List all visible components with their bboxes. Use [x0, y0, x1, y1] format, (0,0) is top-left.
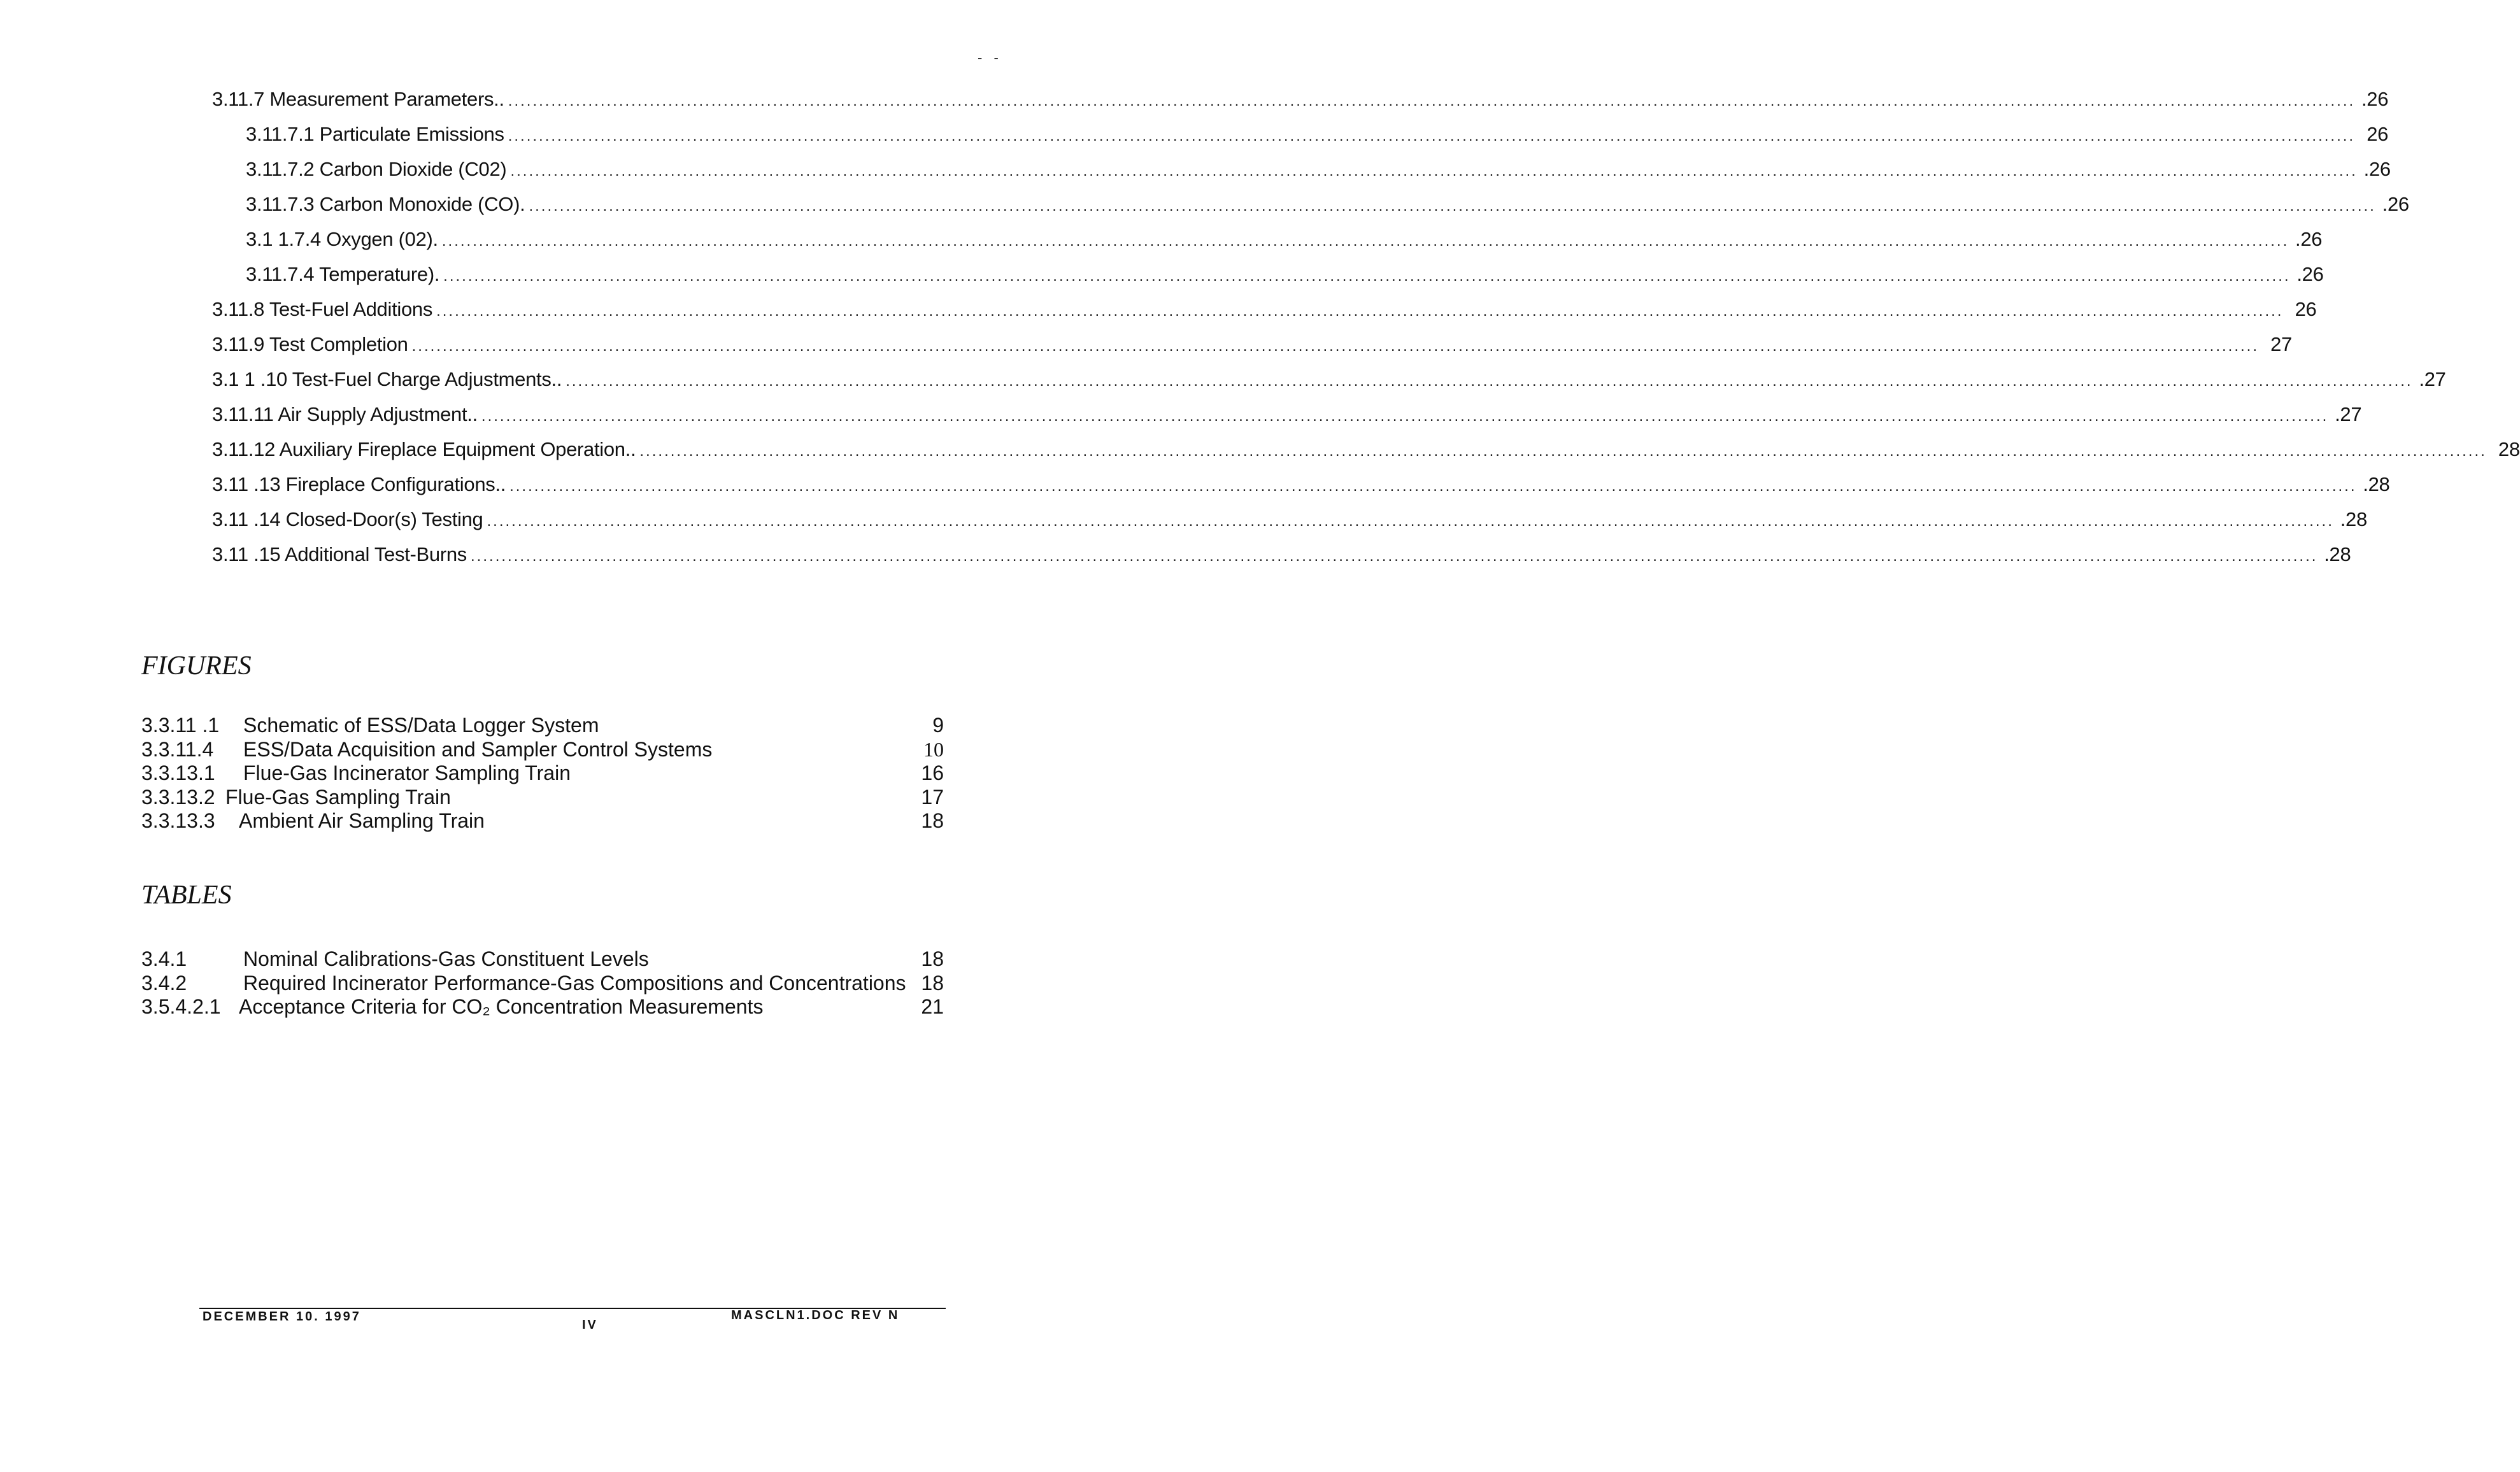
toc-entry-page: 26: [2295, 298, 2317, 320]
toc-entry[interactable]: [212, 508, 2367, 543]
toc-leader-dots: ............................................................................................................................................................................................................................................................................................................: [508, 127, 2356, 145]
toc-entry-page: .26: [2296, 263, 2324, 285]
toc-leader-dots: ............................................................................................................................................................................................................................................................................................................: [441, 232, 2289, 250]
figure-page: 17: [921, 785, 944, 809]
toc-leader-dots: ............................................................................................................................................................................................................................................................................................................: [481, 407, 2329, 425]
figure-page: 10: [923, 737, 944, 761]
table-title: Acceptance Criteria for CO₂ Concentration Measurements: [239, 995, 764, 1018]
figure-page: 16: [921, 761, 944, 784]
toc-entry[interactable]: [212, 403, 2362, 438]
table-number: 3.5.4.2.1: [141, 995, 221, 1018]
toc-entry-title: 3.1 1 .10 Test-Fuel Charge Adjustments..: [212, 368, 562, 390]
toc-entry-page: .26: [2363, 158, 2391, 180]
toc-entry[interactable]: [246, 158, 2391, 193]
toc-entry-title: 3.1 1.7.4 Oxygen (02).: [246, 228, 438, 250]
tables-heading: TABLES: [141, 881, 232, 910]
figure-number: 3.3.11 .1: [141, 714, 220, 737]
figure-page: 9: [932, 714, 944, 737]
figure-entry[interactable]: [141, 809, 944, 833]
table-title: Nominal Calibrations-Gas Constituent Levels: [243, 947, 649, 970]
table-entry[interactable]: [141, 972, 944, 996]
footer-page-number: IV: [582, 1318, 598, 1332]
figure-entry[interactable]: [141, 786, 944, 810]
figures-heading: FIGURES: [141, 651, 252, 681]
toc-entry-title: 3.11 .13 Fireplace Configurations..: [212, 473, 506, 495]
toc-entry-title: 3.11 .15 Additional Test-Burns: [212, 543, 467, 565]
toc-entry-title: 3.11.7.4 Temperature).: [246, 263, 440, 285]
figure-title: Ambient Air Sampling Train: [239, 809, 485, 832]
toc-entry[interactable]: [212, 298, 2317, 333]
toc-entry-page: .26: [2295, 228, 2323, 250]
toc-entry[interactable]: [246, 123, 2389, 158]
toc-entry[interactable]: [212, 438, 2520, 473]
footer-document-id: MASCLN1.DOC REV N: [731, 1308, 900, 1322]
toc-entry-page: .28: [2340, 508, 2367, 530]
table-page: 21: [921, 995, 944, 1018]
figure-title: Flue-Gas Incinerator Sampling Train: [243, 761, 571, 784]
figures-list: [141, 714, 944, 833]
toc-entry[interactable]: [246, 193, 2409, 228]
toc-entry-title: 3.11.7.2 Carbon Dioxide (C02): [246, 158, 507, 180]
toc-leader-dots: ............................................................................................................................................................................................................................................................................................................: [566, 372, 2413, 390]
figure-number: 3.3.13.1: [141, 761, 215, 784]
toc-entry-title: 3.11.8 Test-Fuel Additions: [212, 298, 433, 320]
toc-leader-dots: ............................................................................................................................................................................................................................................................................................................: [529, 197, 2376, 215]
toc-entry-title: 3.11.11 Air Supply Adjustment..: [212, 403, 478, 425]
figure-title: ESS/Data Acquisition and Sampler Control Systems: [243, 737, 713, 761]
toc-entry[interactable]: [212, 88, 2389, 123]
toc-entry-page: .26: [2361, 88, 2389, 110]
toc-entry-title: 3.11.9 Test Completion: [212, 333, 408, 355]
toc-entry-title: 3.11.7 Measurement Parameters..: [212, 88, 504, 110]
toc-leader-dots: ............................................................................................................................................................................................................................................................................................................: [411, 337, 2259, 355]
toc-entry-page: .28: [2363, 473, 2390, 495]
corner-mark: - -: [978, 50, 1002, 66]
figure-number: 3.3.13.3: [141, 809, 215, 832]
figure-title: Flue-Gas Sampling Train: [225, 785, 451, 809]
toc-leader-dots: ............................................................................................................................................................................................................................................................................................................: [508, 92, 2356, 110]
figure-page: 18: [921, 809, 944, 832]
figure-entry[interactable]: [141, 714, 944, 738]
figure-number: 3.3.13.2: [141, 785, 215, 809]
figure-number: 3.3.11.4: [141, 737, 214, 761]
table-number: 3.4.2: [141, 971, 187, 994]
figure-title: Schematic of ESS/Data Logger System: [243, 714, 599, 737]
toc-entry[interactable]: [212, 333, 2292, 368]
toc-leader-dots: ............................................................................................................................................................................................................................................................................................................: [443, 267, 2291, 285]
table-page: 18: [921, 947, 944, 970]
toc-entry[interactable]: [212, 368, 2446, 403]
table-entry[interactable]: [141, 947, 944, 972]
tables-list: [141, 947, 944, 1019]
toc-entry-title: 3.11.7.1 Particulate Emissions: [246, 123, 504, 145]
table-entry[interactable]: [141, 995, 944, 1019]
figure-entry[interactable]: [141, 761, 944, 786]
table-of-contents: [0, 88, 2520, 578]
toc-entry-page: .28: [2324, 543, 2351, 565]
toc-leader-dots: ............................................................................................................................................................................................................................................................................................................: [436, 302, 2284, 320]
toc-leader-dots: ............................................................................................................................................................................................................................................................................................................: [471, 548, 2318, 565]
table-number: 3.4.1: [141, 947, 187, 970]
footer-date: DECEMBER 10. 1997: [203, 1310, 361, 1324]
toc-entry-page: .27: [2419, 368, 2446, 390]
toc-entry-page: .26: [2382, 193, 2409, 215]
toc-entry-title: 3.11.12 Auxiliary Fireplace Equipment Operation..: [212, 438, 636, 460]
toc-leader-dots: ............................................................................................................................................................................................................................................................................................................: [639, 442, 2487, 460]
toc-entry[interactable]: [246, 228, 2323, 263]
toc-entry-title: 3.11 .14 Closed-Door(s) Testing: [212, 508, 483, 530]
table-title: Required Incinerator Performance-Gas Compositions and Concentrations: [243, 971, 906, 994]
toc-entry-page: 26: [2367, 123, 2389, 145]
toc-entry-page: .27: [2335, 403, 2362, 425]
table-page: 18: [921, 971, 944, 994]
toc-entry-title: 3.11.7.3 Carbon Monoxide (CO).: [246, 193, 525, 215]
toc-entry[interactable]: [212, 473, 2390, 508]
toc-leader-dots: ............................................................................................................................................................................................................................................................................................................: [487, 513, 2334, 530]
toc-entry[interactable]: [246, 263, 2324, 298]
toc-leader-dots: ............................................................................................................................................................................................................................................................................................................: [510, 162, 2358, 180]
toc-entry[interactable]: [212, 543, 2351, 578]
toc-entry-page: 27: [2270, 333, 2292, 355]
figure-entry[interactable]: [141, 738, 944, 762]
toc-leader-dots: ............................................................................................................................................................................................................................................................................................................: [509, 478, 2357, 495]
toc-entry-page: 28: [2498, 438, 2520, 460]
